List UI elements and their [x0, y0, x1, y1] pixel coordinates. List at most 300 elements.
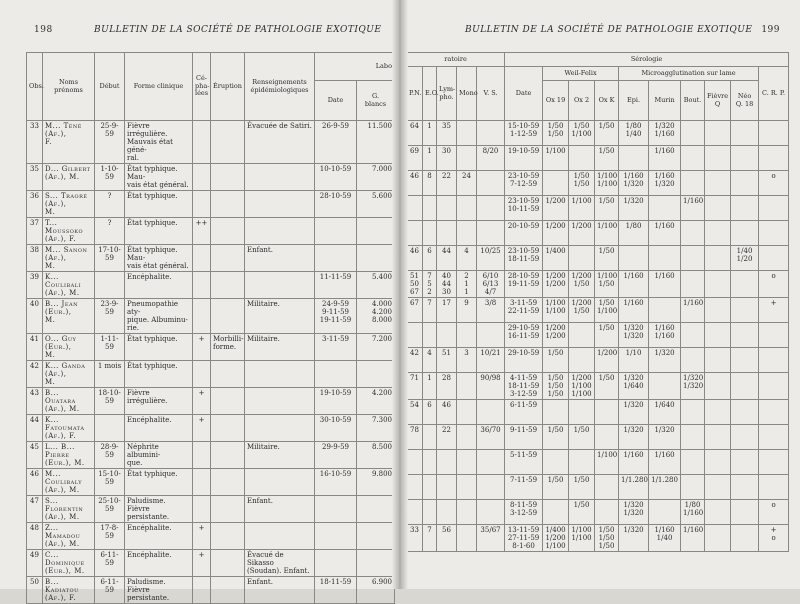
cell-oxk: 1/50 1/50 1/50 — [595, 525, 619, 552]
cell-ox19: 1/50 1/50 — [543, 121, 569, 146]
cell-crp — [759, 475, 789, 500]
cell-murin — [649, 246, 681, 271]
header-weil-felix: Weil-Felix — [543, 67, 619, 81]
cell-renseignements: Militaire. — [245, 442, 315, 469]
cell-crp: + o — [759, 525, 789, 552]
cell-nom: M... Coulibaly (Af.), M. — [43, 469, 95, 496]
cell-murin: 1/320 1/160 — [649, 121, 681, 146]
cell-g-blancs: 4.200 — [357, 388, 395, 415]
cell-epi: 1/160 1/320 — [619, 171, 649, 196]
cell-bout — [681, 146, 705, 171]
cell-cephalees: + — [193, 388, 211, 415]
cell-eruption — [211, 550, 245, 577]
cell-renseignements — [245, 361, 315, 388]
cell-fievre-q — [705, 450, 731, 475]
cell-vs — [477, 323, 505, 348]
cell-obs: 33 — [27, 121, 43, 164]
cell-eruption — [211, 469, 245, 496]
cell-eo: 1 — [423, 373, 437, 400]
cell-date — [315, 523, 357, 550]
cell-oxk — [595, 500, 619, 525]
cell-forme-clinique: Fièvre irrégulière. Mauvais état géné- ral. — [125, 121, 193, 164]
table-row — [27, 299, 395, 334]
cell-pn: 42 — [407, 348, 423, 373]
header-date: Date — [315, 81, 357, 121]
cell-epi — [619, 246, 649, 271]
cell-neo — [731, 298, 759, 323]
cell-forme-clinique: Encéphalite. — [125, 523, 193, 550]
cell-murin: 1/160 1/160 — [649, 323, 681, 348]
cell-epi — [619, 146, 649, 171]
cell-bout — [681, 323, 705, 348]
cell-eruption — [211, 121, 245, 164]
cell-nom: Z... Mamadou (Af.), M. — [43, 523, 95, 550]
cell-epi: 1/320 1/640 — [619, 373, 649, 400]
cell-neo — [731, 450, 759, 475]
cell-ox19: 1/50 1/50 1/50 — [543, 373, 569, 400]
cell-murin — [649, 500, 681, 525]
cell-epi: 1/160 — [619, 450, 649, 475]
cell-cephalees — [193, 361, 211, 388]
cell-lympho: 56 — [437, 525, 457, 552]
cell-g-blancs: 9.800 — [357, 469, 395, 496]
table-row — [27, 272, 395, 299]
cell-vs: 6/10 6/13 4/7 — [477, 271, 505, 298]
cell-ox2: 1/50 — [569, 500, 595, 525]
cell-bout — [681, 271, 705, 298]
table-row — [407, 271, 789, 298]
cell-nom: C... Dominique (Eur.), M. — [43, 550, 95, 577]
table-row — [407, 171, 789, 196]
cell-murin: 1/320 — [649, 425, 681, 450]
cell-vs — [477, 196, 505, 221]
table-row — [407, 450, 789, 475]
cell-nom: B... Jean (Eur.), M. — [43, 299, 95, 334]
cell-crp: + — [759, 298, 789, 323]
cell-fievre-q — [705, 525, 731, 552]
cell-epi: 1/320 1/320 — [619, 500, 649, 525]
cell-neo — [731, 400, 759, 425]
cell-ox2 — [569, 400, 595, 425]
table-row — [27, 415, 395, 442]
cell-eo: 7 — [423, 298, 437, 323]
cell-debut: 1 mois — [95, 361, 125, 388]
cell-obs: 39 — [27, 272, 43, 299]
cell-fievre-q — [705, 348, 731, 373]
cell-ox19 — [543, 400, 569, 425]
cell-sero-date: 6-11-59 — [505, 400, 543, 425]
cell-g-blancs: 7.200 — [357, 334, 395, 361]
table-row — [27, 442, 395, 469]
header-mono: Mono — [457, 67, 477, 121]
cell-bout: 1/160 — [681, 298, 705, 323]
cell-ox19: 1/200 — [543, 196, 569, 221]
cell-bout: 1/320 1/320 — [681, 373, 705, 400]
cell-eo: 8 — [423, 171, 437, 196]
table-row — [27, 361, 395, 388]
header-noms: Noms prénoms — [43, 53, 95, 121]
cell-crp — [759, 348, 789, 373]
cell-renseignements: Enfant. — [245, 577, 315, 604]
cell-ox19: 1/200 1/200 — [543, 271, 569, 298]
cell-date: 19-10-59 — [315, 388, 357, 415]
cell-obs: 46 — [27, 469, 43, 496]
cell-mono — [457, 221, 477, 246]
cell-cephalees — [193, 164, 211, 191]
table-row — [407, 425, 789, 450]
cell-eruption — [211, 272, 245, 299]
cell-obs: 41 — [27, 334, 43, 361]
cell-crp — [759, 121, 789, 146]
cell-oxk: 1/100 — [595, 221, 619, 246]
cell-ox19: 1/200 — [543, 221, 569, 246]
cell-neo — [731, 171, 759, 196]
cell-date: 3-11-59 — [315, 334, 357, 361]
cell-eo: 1 — [423, 146, 437, 171]
cell-pn — [407, 475, 423, 500]
cell-sero-date: 5-11-59 — [505, 450, 543, 475]
cell-bout — [681, 348, 705, 373]
cell-cephalees — [193, 577, 211, 604]
header-labo: Labo — [315, 53, 395, 81]
cell-sero-date: 15-10-59 1-12-59 — [505, 121, 543, 146]
cell-murin — [649, 373, 681, 400]
cell-forme-clinique: Fièvre irrégulière. — [125, 388, 193, 415]
header-obs: Obs. — [27, 53, 43, 121]
cell-fievre-q — [705, 323, 731, 348]
cell-lympho: 51 — [437, 348, 457, 373]
cell-debut: ? — [95, 191, 125, 218]
header-neo: Néo Q. 18 — [731, 81, 759, 121]
cell-sero-date: 23-10-59 18-11-59 — [505, 246, 543, 271]
cell-nom: K... Coulibali (Af.), M. — [43, 272, 95, 299]
cell-fievre-q — [705, 425, 731, 450]
cell-debut: 6-11-59 — [95, 550, 125, 577]
cell-nom: K... Ganda (Af.), M. — [43, 361, 95, 388]
cell-nom: O... Guy (Eur.), M. — [43, 334, 95, 361]
cell-lympho: 40 44 30 — [437, 271, 457, 298]
cell-renseignements — [245, 218, 315, 245]
cell-obs: 37 — [27, 218, 43, 245]
cell-obs: 47 — [27, 496, 43, 523]
cell-date: 29-9-59 — [315, 442, 357, 469]
cell-fievre-q — [705, 271, 731, 298]
cell-sero-date: 9-11-59 — [505, 425, 543, 450]
header-bout: Bout. — [681, 81, 705, 121]
cell-vs — [477, 475, 505, 500]
cell-lympho: 30 — [437, 146, 457, 171]
cell-eo — [423, 450, 437, 475]
cell-ox2 — [569, 146, 595, 171]
cell-bout — [681, 221, 705, 246]
cell-mono — [457, 196, 477, 221]
header-crp: C. R. P. — [759, 67, 789, 121]
cell-nom: M... Sanon (Af.), M. — [43, 245, 95, 272]
cell-neo — [731, 271, 759, 298]
cell-eo: 7 5 2 — [423, 271, 437, 298]
cell-crp — [759, 323, 789, 348]
cell-obs: 40 — [27, 299, 43, 334]
cell-oxk: 1/100 1/100 — [595, 171, 619, 196]
cell-sero-date: 23-10-59 7-12-59 — [505, 171, 543, 196]
cell-murin: 1/160 1/40 — [649, 525, 681, 552]
cell-pn — [407, 323, 423, 348]
cell-neo — [731, 348, 759, 373]
cell-crp — [759, 196, 789, 221]
cell-epi: 1/160 — [619, 271, 649, 298]
cell-bout — [681, 475, 705, 500]
cell-eruption — [211, 361, 245, 388]
cell-murin: 1/160 — [649, 146, 681, 171]
cell-ox2: 1/50 — [569, 475, 595, 500]
cell-ox19: 1/100 — [543, 146, 569, 171]
cell-bout — [681, 246, 705, 271]
cell-renseignements — [245, 164, 315, 191]
cell-mono — [457, 450, 477, 475]
cell-sero-date: 28-10-59 19-11-59 — [505, 271, 543, 298]
table-row — [407, 525, 789, 552]
cell-cephalees — [193, 121, 211, 164]
cell-ox2 — [569, 348, 595, 373]
cell-g-blancs — [357, 245, 395, 272]
cell-pn — [407, 196, 423, 221]
cell-lympho — [437, 450, 457, 475]
header-renseignements: Renseignements épidémiologiques — [245, 53, 315, 121]
cell-nom: M... Téné (Af.), F. — [43, 121, 95, 164]
cell-g-blancs: 5.400 — [357, 272, 395, 299]
cell-lympho: 28 — [437, 373, 457, 400]
cell-forme-clinique: Paludisme. Fièvre persistante. — [125, 496, 193, 523]
cell-renseignements: Enfant. — [245, 245, 315, 272]
header-eo: E.O. — [423, 67, 437, 121]
cell-lympho: 17 — [437, 298, 457, 323]
cell-vs — [477, 171, 505, 196]
cell-mono: 2 1 1 — [457, 271, 477, 298]
cell-date — [315, 550, 357, 577]
cell-bout: 1/80 1/160 — [681, 500, 705, 525]
cell-eo: 6 — [423, 246, 437, 271]
header-ox19: Ox 19 — [543, 81, 569, 121]
cell-forme-clinique: État typhique. — [125, 469, 193, 496]
cell-mono — [457, 475, 477, 500]
cell-neo — [731, 525, 759, 552]
cell-renseignements: Enfant. — [245, 496, 315, 523]
cell-sero-date: 7-11-59 — [505, 475, 543, 500]
cell-obs: 42 — [27, 361, 43, 388]
cell-pn: 51 50 67 — [407, 271, 423, 298]
cell-bout: 1/160 — [681, 196, 705, 221]
cell-vs — [477, 450, 505, 475]
cell-ox2: 1/200 — [569, 221, 595, 246]
table-row — [407, 500, 789, 525]
cell-eo: 6 — [423, 400, 437, 425]
cell-lympho: 35 — [437, 121, 457, 146]
cell-nom: K... Fatoumata (Af.), F. — [43, 415, 95, 442]
cell-murin: 1/320 — [649, 348, 681, 373]
cell-eruption: Morbilli- forme. — [211, 334, 245, 361]
cell-oxk: 1/200 — [595, 348, 619, 373]
cell-renseignements: Militaire. — [245, 299, 315, 334]
cell-epi: 1/320 1/320 — [619, 323, 649, 348]
cell-bout — [681, 425, 705, 450]
header-pn: P.N. — [407, 67, 423, 121]
cell-date: 16-10-59 — [315, 469, 357, 496]
cell-eo — [423, 221, 437, 246]
cell-vs — [477, 121, 505, 146]
cell-date — [315, 218, 357, 245]
cell-renseignements: Évacuée de Satiri. — [245, 121, 315, 164]
cell-forme-clinique: Encéphalite. — [125, 272, 193, 299]
cell-cephalees: ++ — [193, 218, 211, 245]
cell-nom: B... Ouatara (Af.), M. — [43, 388, 95, 415]
cell-pn: 69 — [407, 146, 423, 171]
cell-neo: 1/40 1/20 — [731, 246, 759, 271]
cell-nom: D... Gilbert (Af.), M. — [43, 164, 95, 191]
cell-crp: o — [759, 271, 789, 298]
cell-sero-date: 29-10-59 16-11-59 — [505, 323, 543, 348]
cell-forme-clinique: Paludisme. Fièvre persistante. — [125, 577, 193, 604]
header-sero-date: Date — [505, 67, 543, 121]
cell-lympho: 22 — [437, 171, 457, 196]
cell-eruption — [211, 442, 245, 469]
cell-murin — [649, 196, 681, 221]
cell-ox2: 1/50 — [569, 425, 595, 450]
cell-obs: 36 — [27, 191, 43, 218]
cell-ox19: 1/50 — [543, 348, 569, 373]
cell-eo — [423, 425, 437, 450]
cell-fievre-q — [705, 475, 731, 500]
cell-pn — [407, 221, 423, 246]
cell-ox19: 1/100 1/100 — [543, 298, 569, 323]
cell-lympho — [437, 500, 457, 525]
cell-forme-clinique: Encéphalite. — [125, 550, 193, 577]
cell-murin: 1/160 1/320 — [649, 171, 681, 196]
table-row — [27, 577, 395, 604]
cell-obs: 35 — [27, 164, 43, 191]
cell-oxk: 1/50 — [595, 146, 619, 171]
cell-cephalees — [193, 469, 211, 496]
cell-pn: 54 — [407, 400, 423, 425]
cell-fievre-q — [705, 146, 731, 171]
cell-crp — [759, 146, 789, 171]
table-row — [407, 475, 789, 500]
cell-ox2: 1/50 1/50 — [569, 171, 595, 196]
cell-debut: 1-11-59 — [95, 334, 125, 361]
cell-epi: 1/320 — [619, 400, 649, 425]
left-page-number: 198 — [34, 25, 53, 35]
header-microagglutination: Microagglutination sur lame — [619, 67, 759, 81]
cell-bout — [681, 121, 705, 146]
cell-date: 30-10-59 — [315, 415, 357, 442]
cell-eruption — [211, 299, 245, 334]
cell-obs: 49 — [27, 550, 43, 577]
cell-eo — [423, 475, 437, 500]
cell-mono — [457, 500, 477, 525]
table-row — [27, 388, 395, 415]
cell-forme-clinique: État typhique. Mau- vais état général. — [125, 164, 193, 191]
cell-vs: 90/98 — [477, 373, 505, 400]
cell-mono — [457, 373, 477, 400]
cell-forme-clinique: État typhique. — [125, 361, 193, 388]
left-running-title: BULLETIN DE LA SOCIÉTÉ DE PATHOLOGIE EXOTIQUE — [94, 25, 382, 35]
cell-cephalees: + — [193, 550, 211, 577]
cell-neo — [731, 196, 759, 221]
cell-murin — [649, 298, 681, 323]
table-row — [27, 245, 395, 272]
right-page-number: 199 — [761, 25, 780, 35]
cell-date — [315, 361, 357, 388]
cell-epi: 1/80 1/40 — [619, 121, 649, 146]
cell-forme-clinique: État typhique. Mau- vais état général. — [125, 245, 193, 272]
table-row — [407, 246, 789, 271]
cell-date: 24-9-59 9-11-59 19-11-59 — [315, 299, 357, 334]
cell-neo — [731, 121, 759, 146]
cell-neo — [731, 323, 759, 348]
cell-lympho: 22 — [437, 425, 457, 450]
table-row — [27, 191, 395, 218]
cell-epi: 1/320 — [619, 425, 649, 450]
cell-oxk: 1/100 1/50 — [595, 271, 619, 298]
cell-obs: 43 — [27, 388, 43, 415]
cell-sero-date: 19-10-59 — [505, 146, 543, 171]
cell-renseignements: Militaire. — [245, 334, 315, 361]
cell-g-blancs: 11.500 — [357, 121, 395, 164]
cell-oxk — [595, 475, 619, 500]
header-epi: Epi. — [619, 81, 649, 121]
cell-bout — [681, 171, 705, 196]
cell-forme-clinique: Néphrite albumini- que. — [125, 442, 193, 469]
cell-ox2 — [569, 323, 595, 348]
cell-cephalees: + — [193, 334, 211, 361]
cell-forme-clinique: État typhique. — [125, 334, 193, 361]
cell-forme-clinique: Pneumopathie aty- pique. Albuminu- rie. — [125, 299, 193, 334]
cell-date: 10-10-59 — [315, 164, 357, 191]
cell-cephalees: + — [193, 523, 211, 550]
cell-obs: 38 — [27, 245, 43, 272]
cell-lympho: 46 — [437, 400, 457, 425]
right-running-title: BULLETIN DE LA SOCIÉTÉ DE PATHOLOGIE EXOTIQUE — [465, 25, 753, 35]
table-row — [27, 496, 395, 523]
table-row — [407, 196, 789, 221]
table-row — [407, 146, 789, 171]
cell-nom: S... Florentin (Af.), M. — [43, 496, 95, 523]
cell-pn: 46 — [407, 171, 423, 196]
cell-nom: T... Moussoko (Af.), F. — [43, 218, 95, 245]
cell-eruption — [211, 164, 245, 191]
cell-debut: 15-10-59 — [95, 469, 125, 496]
cell-nom: B... Kadiatou (Af.), F. — [43, 577, 95, 604]
cell-neo — [731, 425, 759, 450]
cell-neo — [731, 500, 759, 525]
cell-mono: 24 — [457, 171, 477, 196]
cell-neo — [731, 373, 759, 400]
cell-eo — [423, 196, 437, 221]
cell-g-blancs — [357, 218, 395, 245]
cell-ox2 — [569, 450, 595, 475]
header-lympho: Lym- pho. — [437, 67, 457, 121]
table-row — [27, 550, 395, 577]
cell-sero-date: 23-10-59 10-11-59 — [505, 196, 543, 221]
header-ratoire: ratoire — [407, 53, 505, 67]
cell-fievre-q — [705, 221, 731, 246]
cell-oxk: 1/100 — [595, 450, 619, 475]
cell-oxk: 1/50 — [595, 196, 619, 221]
cell-crp — [759, 373, 789, 400]
cell-date: 18-11-59 — [315, 577, 357, 604]
cell-neo — [731, 475, 759, 500]
cell-oxk: 1/50 — [595, 373, 619, 400]
cell-eruption — [211, 218, 245, 245]
